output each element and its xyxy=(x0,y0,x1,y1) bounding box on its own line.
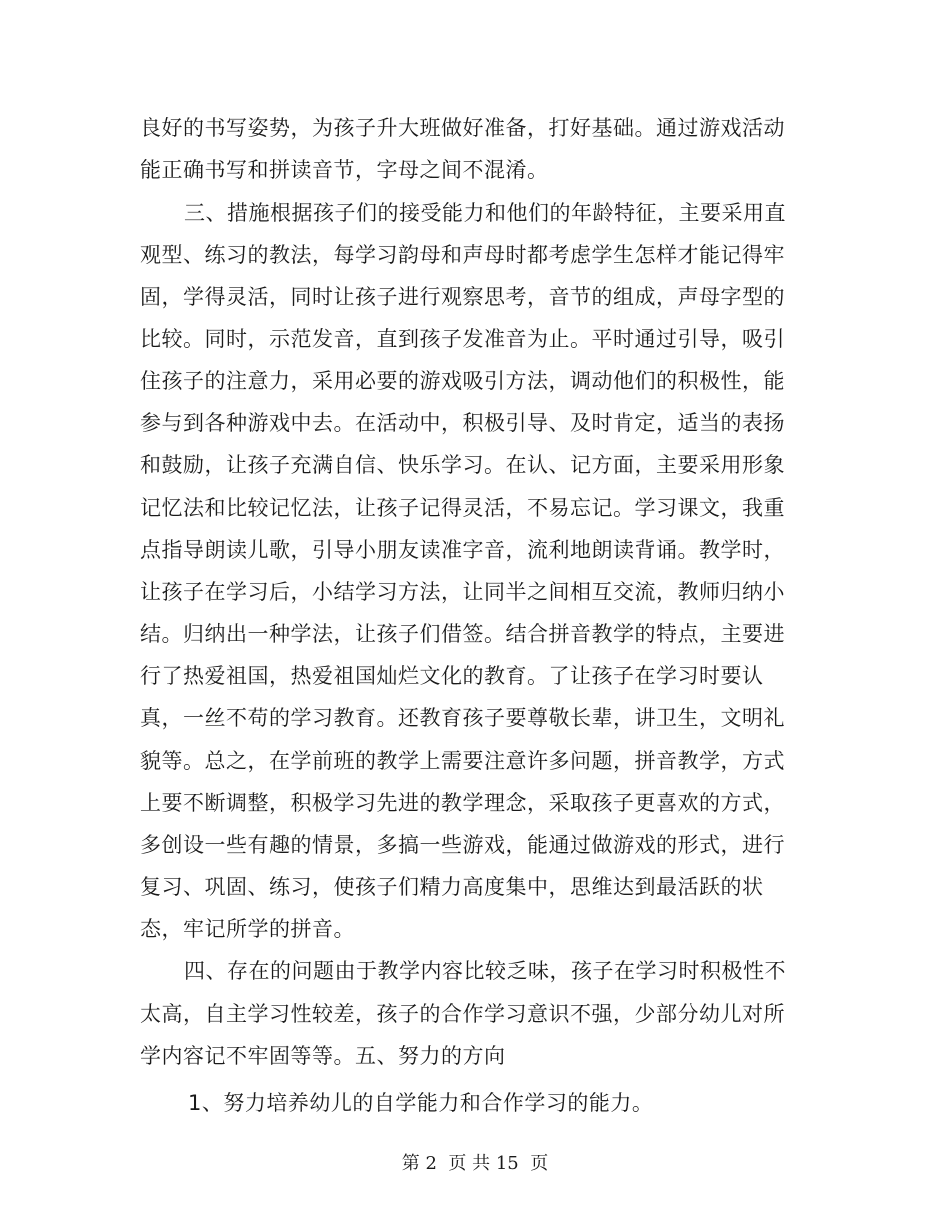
text-line: 复习、巩固、练习，使孩子们精力高度集中，思维达到最活跃的状 xyxy=(140,875,764,899)
text-line: 让孩子在学习后，小结学习方法，让同半之间相互交流，教师归纳小 xyxy=(140,580,785,604)
text-line: 记忆法和比较记忆法，让孩子记得灵活，不易忘记。学习课文，我重 xyxy=(140,496,785,520)
text-line: 能正确书写和拼读音节，字母之间不混淆。 xyxy=(140,158,549,182)
text-line: 学内容记不牢固等等。五、努力的方向 xyxy=(140,1044,506,1068)
text-line: 太高，自主学习性较差，孩子的合作学习意识不强，少部分幼儿对所 xyxy=(140,1002,785,1026)
text-line: 多创设一些有趣的情景，多搞一些游戏，能通过做游戏的形式，进行 xyxy=(140,833,785,857)
text-line: 观型、练习的教法，每学习韵母和声母时都考虑学生怎样才能记得牢 xyxy=(140,243,785,267)
text-line: 固，学得灵活，同时让孩子进行观察思考，音节的组成，声母字型的 xyxy=(140,285,785,309)
text-line: 比较。同时，示范发音，直到孩子发准音为止。平时通过引导，吸引 xyxy=(140,327,785,351)
text-line: 点指导朗读儿歌，引导小朋友读准字音，流利地朗读背诵。教学时， xyxy=(140,538,785,562)
text-line: 良好的书写姿势，为孩子升大班做好准备，打好基础。通过游戏活动 xyxy=(140,116,785,140)
text-line: 结。归纳出一种学法，让孩子们借签。结合拼音教学的特点，主要进 xyxy=(140,622,785,646)
text-line: 和鼓励，让孩子充满自信、快乐学习。在认、记方面，主要采用形象 xyxy=(140,453,785,477)
text-line: 1、努力培养幼儿的自学能力和合作学习的能力。 xyxy=(188,1091,654,1115)
text-line: 貌等。总之，在学前班的教学上需要注意许多问题，拼音教学，方式 xyxy=(140,749,785,773)
text-line: 态，牢记所学的拼音。 xyxy=(140,917,355,941)
page-number-footer: 第 2 页 共 15 页 xyxy=(401,1153,549,1174)
text-line: 三、措施根据孩子们的接受能力和他们的年龄特征，主要采用直 xyxy=(184,201,786,225)
text-line: 参与到各种游戏中去。在活动中，积极引导、及时肯定，适当的表扬 xyxy=(140,411,785,435)
text-line: 四、存在的问题由于教学内容比较乏味，孩子在学习时积极性不 xyxy=(184,959,786,983)
text-line: 上要不断调整，积极学习先进的教学理念，采取孩子更喜欢的方式， xyxy=(140,791,785,815)
text-line: 行了热爱祖国，热爱祖国灿烂文化的教育。了让孩子在学习时要认 xyxy=(140,664,764,688)
text-line: 住孩子的注意力，采用必要的游戏吸引方法，调动他们的积极性，能 xyxy=(140,369,785,393)
text-line: 真，一丝不苟的学习教育。还教育孩子要尊敬长辈，讲卫生，文明礼 xyxy=(140,706,785,730)
